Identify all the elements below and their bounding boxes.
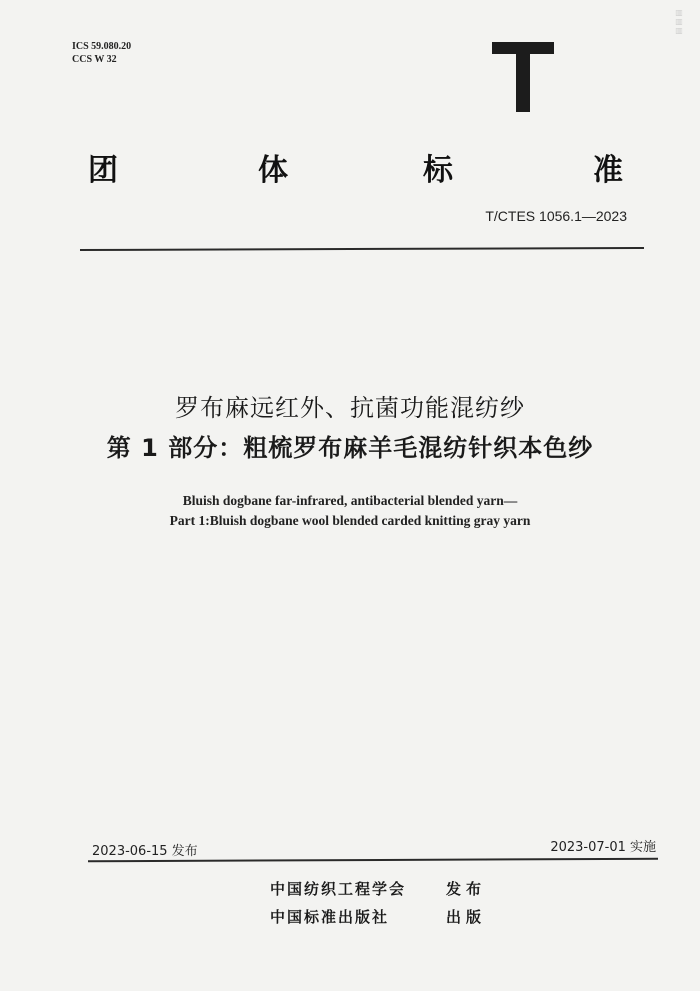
ccs-code: CCS W 32 <box>72 54 117 65</box>
issue-date: 2023-06-15 发布 <box>92 844 198 859</box>
standard-number: T/CTES 1056.1—2023 <box>485 208 627 224</box>
publisher-action-1: 发布 <box>446 880 487 898</box>
chinese-title-line-1: 罗布麻远红外、抗菌功能混纺纱 <box>175 394 525 422</box>
implementation-date: 2023-07-01 实施 <box>550 840 656 855</box>
standard-type-char-2: 体 <box>258 153 288 188</box>
chinese-title-line-2: 第 1 部分：粗梳罗布麻羊毛混纺针织本色纱 <box>106 434 594 462</box>
publisher-action-2: 出版 <box>446 908 487 926</box>
ics-code: ICS 59.080.20 <box>72 41 132 52</box>
logo-stem <box>516 52 530 112</box>
publisher-name-1: 中国纺织工程学会 <box>270 880 407 898</box>
standard-type-char-3: 标 <box>423 153 453 188</box>
scan-stamp-mark: ▥ ▥ ▥ <box>675 8 683 35</box>
publisher-name-2: 中国标准出版社 <box>270 908 390 926</box>
standard-type-char-4: 准 <box>593 153 623 188</box>
english-title-line-1: Bluish dogbane far-infrared, antibacterial blended yarn— <box>182 493 518 508</box>
t-standard-logo <box>492 42 554 112</box>
standard-type-heading <box>78 145 643 195</box>
top-divider <box>80 247 644 251</box>
classification-codes <box>72 40 131 66</box>
english-title-line-2: Part 1:Bluish dogbane wool blended carded knitting gray yarn <box>169 513 531 528</box>
standard-type-char-1: 团 <box>88 153 118 188</box>
